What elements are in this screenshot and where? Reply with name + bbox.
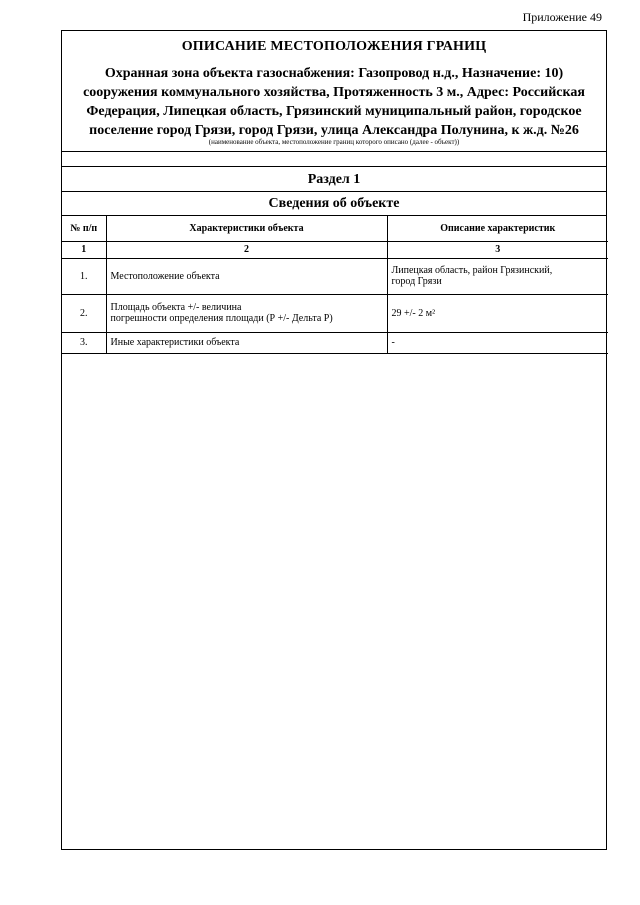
object-description-line: Федерация, Липецкая область, Грязинский муниципальный район, городское [86, 104, 582, 119]
spacer-row [62, 152, 606, 167]
row-characteristic-line: погрешности определения площади (Р +/- Дельта Р) [110, 313, 333, 324]
column-number: 2 [106, 241, 387, 258]
row-description-line: Липецкая область, район Грязинский, [391, 265, 553, 276]
document-frame [61, 30, 607, 850]
section-subtitle: Сведения об объекте [62, 192, 606, 216]
row-number: 2. [62, 294, 106, 332]
object-info-table [62, 216, 608, 354]
row-characteristic [106, 258, 387, 294]
column-number-row [62, 241, 608, 258]
column-number: 1 [62, 241, 106, 258]
row-description [387, 294, 608, 332]
row-description-line: - [391, 337, 395, 348]
column-header-description: Описание характеристик [387, 216, 608, 241]
column-number: 3 [387, 241, 608, 258]
row-number: 3. [62, 332, 106, 353]
column-header-characteristic: Характеристики объекта [106, 216, 387, 241]
table-row [62, 258, 608, 294]
row-characteristic [106, 332, 387, 353]
row-description-line: 29 +/- 2 м² [391, 307, 436, 319]
row-description [387, 332, 608, 353]
table-header-row [62, 216, 608, 241]
row-number: 1. [62, 258, 106, 294]
object-description-line: поселение город Грязи, город Грязи, улица Александра Полунина, к ж.д. №26 [89, 123, 579, 138]
row-characteristic-line: Иные характеристики объекта [110, 337, 240, 348]
section-title: Раздел 1 [62, 167, 606, 192]
row-characteristic-line: Площадь объекта +/- величина [110, 302, 242, 313]
appendix-label: Приложение 49 [522, 10, 602, 24]
object-description-line: сооружения коммунального хозяйства, Протяженность 3 м., Адрес: Российская [83, 85, 585, 100]
object-caption: (наименование объекта, местоположение границ которого описано (далее - объект)) [208, 138, 460, 146]
row-description [387, 258, 608, 294]
row-characteristic-line: Местоположение объекта [110, 270, 220, 282]
object-description [62, 64, 606, 140]
document-header [62, 31, 606, 152]
document-title: ОПИСАНИЕ МЕСТОПОЛОЖЕНИЯ ГРАНИЦ [181, 39, 487, 54]
column-header-number: № п/п [62, 216, 106, 241]
object-description-line: Охранная зона объекта газоснабжения: Газопровод н.д., Назначение: 10) [104, 66, 564, 81]
table-row [62, 294, 608, 332]
table-row [62, 332, 608, 353]
row-characteristic [106, 294, 387, 332]
row-description-line: город Грязи [391, 276, 442, 287]
